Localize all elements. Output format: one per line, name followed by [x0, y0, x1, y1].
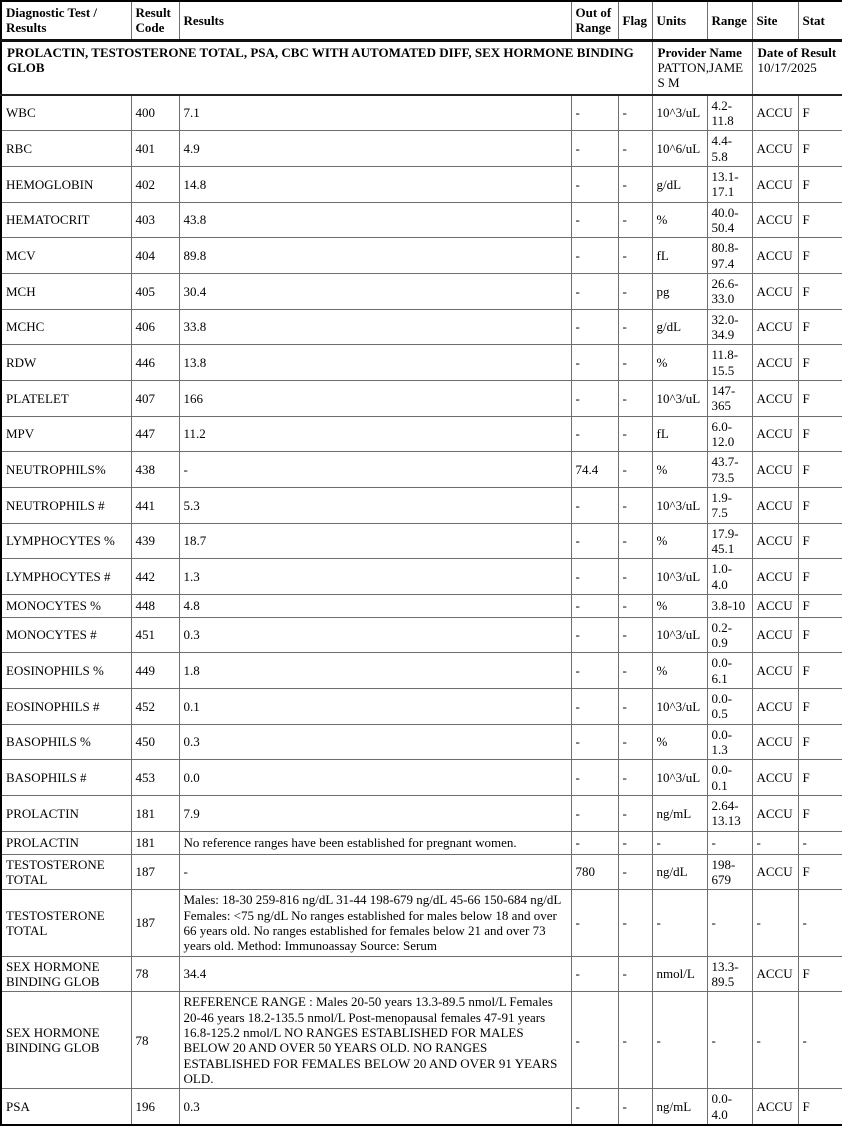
cell-result-value: - — [179, 854, 571, 890]
cell-site: ACCU — [752, 345, 798, 381]
cell-flag: - — [618, 1089, 652, 1125]
cell-test-name: HEMOGLOBIN — [1, 166, 131, 202]
cell-result-code: 78 — [131, 992, 179, 1089]
cell-result-code: 400 — [131, 95, 179, 131]
cell-site: ACCU — [752, 854, 798, 890]
cell-range: 43.7-73.5 — [707, 452, 752, 488]
cell-flag: - — [618, 796, 652, 832]
cell-test-name: LYMPHOCYTES # — [1, 559, 131, 595]
cell-units: ng/mL — [652, 1089, 707, 1125]
column-header-site: Site — [752, 1, 798, 40]
cell-result-code: 452 — [131, 689, 179, 725]
result-row — [1, 760, 842, 796]
result-row — [1, 452, 842, 488]
cell-out-of-range: - — [571, 760, 618, 796]
result-row — [1, 617, 842, 653]
result-row — [1, 166, 842, 202]
cell-result-value: 34.4 — [179, 956, 571, 992]
cell-result-value: 1.8 — [179, 653, 571, 689]
cell-range: 1.0-4.0 — [707, 559, 752, 595]
cell-range: 26.6-33.0 — [707, 273, 752, 309]
cell-range: 0.0-0.5 — [707, 689, 752, 725]
cell-stat: F — [798, 273, 842, 309]
table-header-row — [1, 1, 842, 40]
cell-range: - — [707, 890, 752, 956]
cell-stat: F — [798, 487, 842, 523]
cell-result-value: 11.2 — [179, 416, 571, 452]
cell-range: 17.9-45.1 — [707, 523, 752, 559]
cell-site: ACCU — [752, 309, 798, 345]
cell-site: ACCU — [752, 1089, 798, 1125]
cell-units: % — [652, 594, 707, 617]
cell-result-code: 451 — [131, 617, 179, 653]
cell-site: ACCU — [752, 760, 798, 796]
cell-result-code: 448 — [131, 594, 179, 617]
cell-site: ACCU — [752, 617, 798, 653]
cell-units: fL — [652, 416, 707, 452]
cell-out-of-range: - — [571, 653, 618, 689]
cell-site: ACCU — [752, 559, 798, 595]
cell-flag: - — [618, 95, 652, 131]
cell-flag: - — [618, 273, 652, 309]
cell-units: 10^3/uL — [652, 95, 707, 131]
cell-result-value: 0.0 — [179, 760, 571, 796]
cell-out-of-range: - — [571, 487, 618, 523]
result-row — [1, 523, 842, 559]
cell-result-value: - — [179, 452, 571, 488]
cell-stat: F — [798, 1089, 842, 1125]
cell-test-name: PROLACTIN — [1, 831, 131, 854]
cell-range: - — [707, 992, 752, 1089]
cell-result-code: 441 — [131, 487, 179, 523]
result-row — [1, 796, 842, 832]
cell-result-code: 402 — [131, 166, 179, 202]
column-header-result-code: Result Code — [131, 1, 179, 40]
provider-name-value: PATTON,JAMES M — [657, 59, 744, 91]
cell-test-name: HEMATOCRIT — [1, 202, 131, 238]
result-row — [1, 992, 842, 1089]
cell-flag: - — [618, 831, 652, 854]
cell-result-value: 7.1 — [179, 95, 571, 131]
cell-units: ng/mL — [652, 796, 707, 832]
cell-units: % — [652, 724, 707, 760]
cell-site: - — [752, 890, 798, 956]
cell-test-name: BASOPHILS % — [1, 724, 131, 760]
result-row — [1, 345, 842, 381]
cell-result-value: 5.3 — [179, 487, 571, 523]
cell-result-code: 439 — [131, 523, 179, 559]
result-row — [1, 831, 842, 854]
cell-result-code: 78 — [131, 956, 179, 992]
cell-result-value: 4.8 — [179, 594, 571, 617]
cell-result-value: 30.4 — [179, 273, 571, 309]
cell-out-of-range: - — [571, 617, 618, 653]
cell-out-of-range: - — [571, 273, 618, 309]
cell-site: ACCU — [752, 452, 798, 488]
cell-units: 10^3/uL — [652, 487, 707, 523]
cell-site: ACCU — [752, 202, 798, 238]
cell-range: 40.0-50.4 — [707, 202, 752, 238]
cell-flag: - — [618, 523, 652, 559]
cell-out-of-range: - — [571, 724, 618, 760]
cell-units: % — [652, 452, 707, 488]
cell-units: 10^3/uL — [652, 559, 707, 595]
cell-site: ACCU — [752, 796, 798, 832]
result-row — [1, 653, 842, 689]
cell-units: 10^3/uL — [652, 617, 707, 653]
column-header-diagnostic-test: Diagnostic Test / Results — [1, 1, 131, 40]
cell-result-value: 18.7 — [179, 523, 571, 559]
cell-range: 0.0-6.1 — [707, 653, 752, 689]
result-row — [1, 1089, 842, 1125]
cell-range: 147-365 — [707, 380, 752, 416]
cell-result-code: 405 — [131, 273, 179, 309]
cell-units: pg — [652, 273, 707, 309]
result-row — [1, 380, 842, 416]
result-row — [1, 202, 842, 238]
cell-test-name: MONOCYTES # — [1, 617, 131, 653]
cell-result-value: 0.1 — [179, 689, 571, 725]
date-of-result-value: 10/17/2025 — [757, 59, 817, 75]
cell-site: ACCU — [752, 594, 798, 617]
cell-units: % — [652, 202, 707, 238]
cell-range: 0.0-0.1 — [707, 760, 752, 796]
cell-stat: F — [798, 131, 842, 167]
cell-result-code: 404 — [131, 238, 179, 274]
cell-units: ng/dL — [652, 854, 707, 890]
cell-units: g/dL — [652, 309, 707, 345]
cell-site: ACCU — [752, 238, 798, 274]
cell-result-value: 14.8 — [179, 166, 571, 202]
cell-out-of-range: - — [571, 309, 618, 345]
cell-test-name: PROLACTIN — [1, 796, 131, 832]
cell-stat: F — [798, 617, 842, 653]
cell-result-value: 33.8 — [179, 309, 571, 345]
cell-result-value: 166 — [179, 380, 571, 416]
cell-site: ACCU — [752, 416, 798, 452]
column-header-range: Range — [707, 1, 752, 40]
cell-result-value: No reference ranges have been established for pregnant women. — [179, 831, 571, 854]
cell-site: - — [752, 992, 798, 1089]
cell-flag: - — [618, 166, 652, 202]
cell-result-code: 403 — [131, 202, 179, 238]
cell-stat: F — [798, 202, 842, 238]
cell-result-code: 181 — [131, 831, 179, 854]
cell-flag: - — [618, 238, 652, 274]
provider-name-cell — [652, 40, 752, 94]
cell-stat: F — [798, 95, 842, 131]
cell-flag: - — [618, 594, 652, 617]
column-header-flag: Flag — [618, 1, 652, 40]
cell-out-of-range: - — [571, 594, 618, 617]
cell-out-of-range: - — [571, 559, 618, 595]
panel-header-row — [1, 40, 842, 94]
cell-site: ACCU — [752, 273, 798, 309]
cell-stat: F — [798, 653, 842, 689]
cell-result-code: 187 — [131, 854, 179, 890]
cell-site: ACCU — [752, 523, 798, 559]
result-row — [1, 594, 842, 617]
cell-stat: F — [798, 760, 842, 796]
cell-stat: F — [798, 796, 842, 832]
cell-result-value: 1.3 — [179, 559, 571, 595]
cell-out-of-range: - — [571, 131, 618, 167]
cell-flag: - — [618, 724, 652, 760]
cell-units: % — [652, 523, 707, 559]
cell-units: - — [652, 890, 707, 956]
cell-result-code: 447 — [131, 416, 179, 452]
cell-test-name: MCHC — [1, 309, 131, 345]
cell-out-of-range: - — [571, 345, 618, 381]
date-of-result-cell — [752, 40, 842, 94]
cell-site: ACCU — [752, 166, 798, 202]
cell-site: ACCU — [752, 724, 798, 760]
cell-range: 0.2-0.9 — [707, 617, 752, 653]
cell-flag: - — [618, 202, 652, 238]
provider-name-label: Provider Name — [657, 44, 742, 60]
cell-test-name: TESTOSTERONE TOTAL — [1, 890, 131, 956]
cell-stat: F — [798, 238, 842, 274]
result-row — [1, 724, 842, 760]
cell-flag: - — [618, 617, 652, 653]
cell-units: 10^3/uL — [652, 380, 707, 416]
cell-range: 32.0-34.9 — [707, 309, 752, 345]
cell-site: ACCU — [752, 956, 798, 992]
result-row — [1, 854, 842, 890]
cell-site: ACCU — [752, 487, 798, 523]
cell-site: ACCU — [752, 653, 798, 689]
cell-result-code: 187 — [131, 890, 179, 956]
cell-range: 80.8-97.4 — [707, 238, 752, 274]
cell-test-name: NEUTROPHILS% — [1, 452, 131, 488]
cell-result-code: 407 — [131, 380, 179, 416]
cell-stat: F — [798, 345, 842, 381]
cell-site: ACCU — [752, 95, 798, 131]
cell-result-value: 0.3 — [179, 617, 571, 653]
cell-flag: - — [618, 653, 652, 689]
cell-result-value: 4.9 — [179, 131, 571, 167]
cell-out-of-range: - — [571, 689, 618, 725]
cell-result-code: 438 — [131, 452, 179, 488]
cell-result-code: 181 — [131, 796, 179, 832]
cell-flag: - — [618, 416, 652, 452]
cell-stat: F — [798, 452, 842, 488]
cell-range: 0.0-1.3 — [707, 724, 752, 760]
cell-result-code: 450 — [131, 724, 179, 760]
cell-test-name: BASOPHILS # — [1, 760, 131, 796]
cell-out-of-range: - — [571, 831, 618, 854]
cell-stat: F — [798, 854, 842, 890]
cell-units: nmol/L — [652, 956, 707, 992]
cell-test-name: RDW — [1, 345, 131, 381]
cell-result-code: 442 — [131, 559, 179, 595]
cell-test-name: MPV — [1, 416, 131, 452]
column-header-results: Results — [179, 1, 571, 40]
result-row — [1, 689, 842, 725]
cell-units: % — [652, 345, 707, 381]
cell-result-value: Males: 18-30 259-816 ng/dL 31-44 198-679 ng/dL 45-66 150-684 ng/dL Females: <75 ng/dL No ranges established for males below 18 and over 66 years old. No ranges established for females below 21 and over 73 years old. Method: Immunoassay Source: Serum — [179, 890, 571, 956]
cell-out-of-range: - — [571, 238, 618, 274]
cell-out-of-range: - — [571, 416, 618, 452]
cell-units: g/dL — [652, 166, 707, 202]
cell-test-name: WBC — [1, 95, 131, 131]
panel-title: PROLACTIN, TESTOSTERONE TOTAL, PSA, CBC WITH AUTOMATED DIFF, SEX HORMONE BINDING GLOB — [1, 40, 652, 94]
cell-stat: F — [798, 724, 842, 760]
cell-flag: - — [618, 890, 652, 956]
cell-flag: - — [618, 452, 652, 488]
result-row — [1, 956, 842, 992]
cell-out-of-range: 780 — [571, 854, 618, 890]
cell-range: 4.2-11.8 — [707, 95, 752, 131]
cell-stat: F — [798, 559, 842, 595]
result-row — [1, 309, 842, 345]
cell-range: 11.8-15.5 — [707, 345, 752, 381]
cell-site: ACCU — [752, 131, 798, 167]
cell-range: 4.4-5.8 — [707, 131, 752, 167]
cell-test-name: SEX HORMONE BINDING GLOB — [1, 992, 131, 1089]
cell-stat: F — [798, 956, 842, 992]
cell-out-of-range: - — [571, 956, 618, 992]
cell-out-of-range: - — [571, 95, 618, 131]
cell-range: 13.1-17.1 — [707, 166, 752, 202]
result-row — [1, 487, 842, 523]
column-header-out-of-range: Out of Range — [571, 1, 618, 40]
cell-units: fL — [652, 238, 707, 274]
cell-stat: F — [798, 689, 842, 725]
cell-stat: - — [798, 992, 842, 1089]
cell-result-code: 196 — [131, 1089, 179, 1125]
cell-flag: - — [618, 956, 652, 992]
cell-range: 198-679 — [707, 854, 752, 890]
result-row — [1, 416, 842, 452]
cell-test-name: MONOCYTES % — [1, 594, 131, 617]
cell-result-value: 43.8 — [179, 202, 571, 238]
cell-site: ACCU — [752, 689, 798, 725]
cell-range: 3.8-10 — [707, 594, 752, 617]
cell-test-name: MCV — [1, 238, 131, 274]
cell-site: - — [752, 831, 798, 854]
cell-flag: - — [618, 689, 652, 725]
cell-stat: F — [798, 166, 842, 202]
cell-flag: - — [618, 559, 652, 595]
cell-flag: - — [618, 380, 652, 416]
cell-result-value: 89.8 — [179, 238, 571, 274]
result-row — [1, 559, 842, 595]
cell-flag: - — [618, 309, 652, 345]
cell-test-name: TESTOSTERONE TOTAL — [1, 854, 131, 890]
cell-test-name: NEUTROPHILS # — [1, 487, 131, 523]
cell-out-of-range: - — [571, 166, 618, 202]
column-header-stat: Stat — [798, 1, 842, 40]
result-row — [1, 238, 842, 274]
cell-stat: F — [798, 309, 842, 345]
cell-units: 10^6/uL — [652, 131, 707, 167]
cell-test-name: PLATELET — [1, 380, 131, 416]
cell-test-name: RBC — [1, 131, 131, 167]
cell-result-value: 0.3 — [179, 724, 571, 760]
cell-result-code: 453 — [131, 760, 179, 796]
cell-out-of-range: - — [571, 890, 618, 956]
cell-stat: F — [798, 380, 842, 416]
cell-out-of-range: - — [571, 380, 618, 416]
cell-result-value: REFERENCE RANGE : Males 20-50 years 13.3-89.5 nmol/L Females 20-46 years 18.2-135.5 nmol/L Post-menopausal females 47-91 years 16.8-125.2 nmol/L NO RANGES ESTABLISHED FOR MALES BELOW 20 AND OVER 50 YEARS OLD. NO RANGES ESTABLISHED FOR FEMALES BELOW 20 AND OVER 91 YEARS OLD. — [179, 992, 571, 1089]
cell-out-of-range: - — [571, 992, 618, 1089]
cell-out-of-range: - — [571, 202, 618, 238]
cell-range: 1.9-7.5 — [707, 487, 752, 523]
cell-units: 10^3/uL — [652, 760, 707, 796]
cell-test-name: PSA — [1, 1089, 131, 1125]
cell-flag: - — [618, 487, 652, 523]
date-of-result-label: Date of Result — [757, 44, 837, 60]
cell-flag: - — [618, 131, 652, 167]
cell-test-name: MCH — [1, 273, 131, 309]
cell-flag: - — [618, 345, 652, 381]
cell-out-of-range: - — [571, 1089, 618, 1125]
cell-flag: - — [618, 854, 652, 890]
cell-range: - — [707, 831, 752, 854]
cell-range: 6.0-12.0 — [707, 416, 752, 452]
column-header-units: Units — [652, 1, 707, 40]
cell-units: % — [652, 653, 707, 689]
cell-result-value: 0.3 — [179, 1089, 571, 1125]
cell-out-of-range: - — [571, 796, 618, 832]
cell-test-name: LYMPHOCYTES % — [1, 523, 131, 559]
cell-units: - — [652, 831, 707, 854]
cell-result-code: 401 — [131, 131, 179, 167]
cell-flag: - — [618, 992, 652, 1089]
cell-units: - — [652, 992, 707, 1089]
cell-result-value: 13.8 — [179, 345, 571, 381]
cell-stat: - — [798, 831, 842, 854]
result-row — [1, 95, 842, 131]
result-row — [1, 131, 842, 167]
cell-result-code: 406 — [131, 309, 179, 345]
cell-units: 10^3/uL — [652, 689, 707, 725]
cell-result-value: 7.9 — [179, 796, 571, 832]
cell-stat: F — [798, 416, 842, 452]
cell-range: 13.3-89.5 — [707, 956, 752, 992]
cell-result-code: 446 — [131, 345, 179, 381]
cell-stat: F — [798, 523, 842, 559]
cell-range: 2.64-13.13 — [707, 796, 752, 832]
result-row — [1, 273, 842, 309]
cell-flag: - — [618, 760, 652, 796]
cell-test-name: EOSINOPHILS # — [1, 689, 131, 725]
cell-stat: - — [798, 890, 842, 956]
result-row — [1, 890, 842, 956]
cell-stat: F — [798, 594, 842, 617]
cell-out-of-range: 74.4 — [571, 452, 618, 488]
cell-site: ACCU — [752, 380, 798, 416]
cell-test-name: SEX HORMONE BINDING GLOB — [1, 956, 131, 992]
cell-result-code: 449 — [131, 653, 179, 689]
cell-range: 0.0-4.0 — [707, 1089, 752, 1125]
cell-out-of-range: - — [571, 523, 618, 559]
cell-test-name: EOSINOPHILS % — [1, 653, 131, 689]
